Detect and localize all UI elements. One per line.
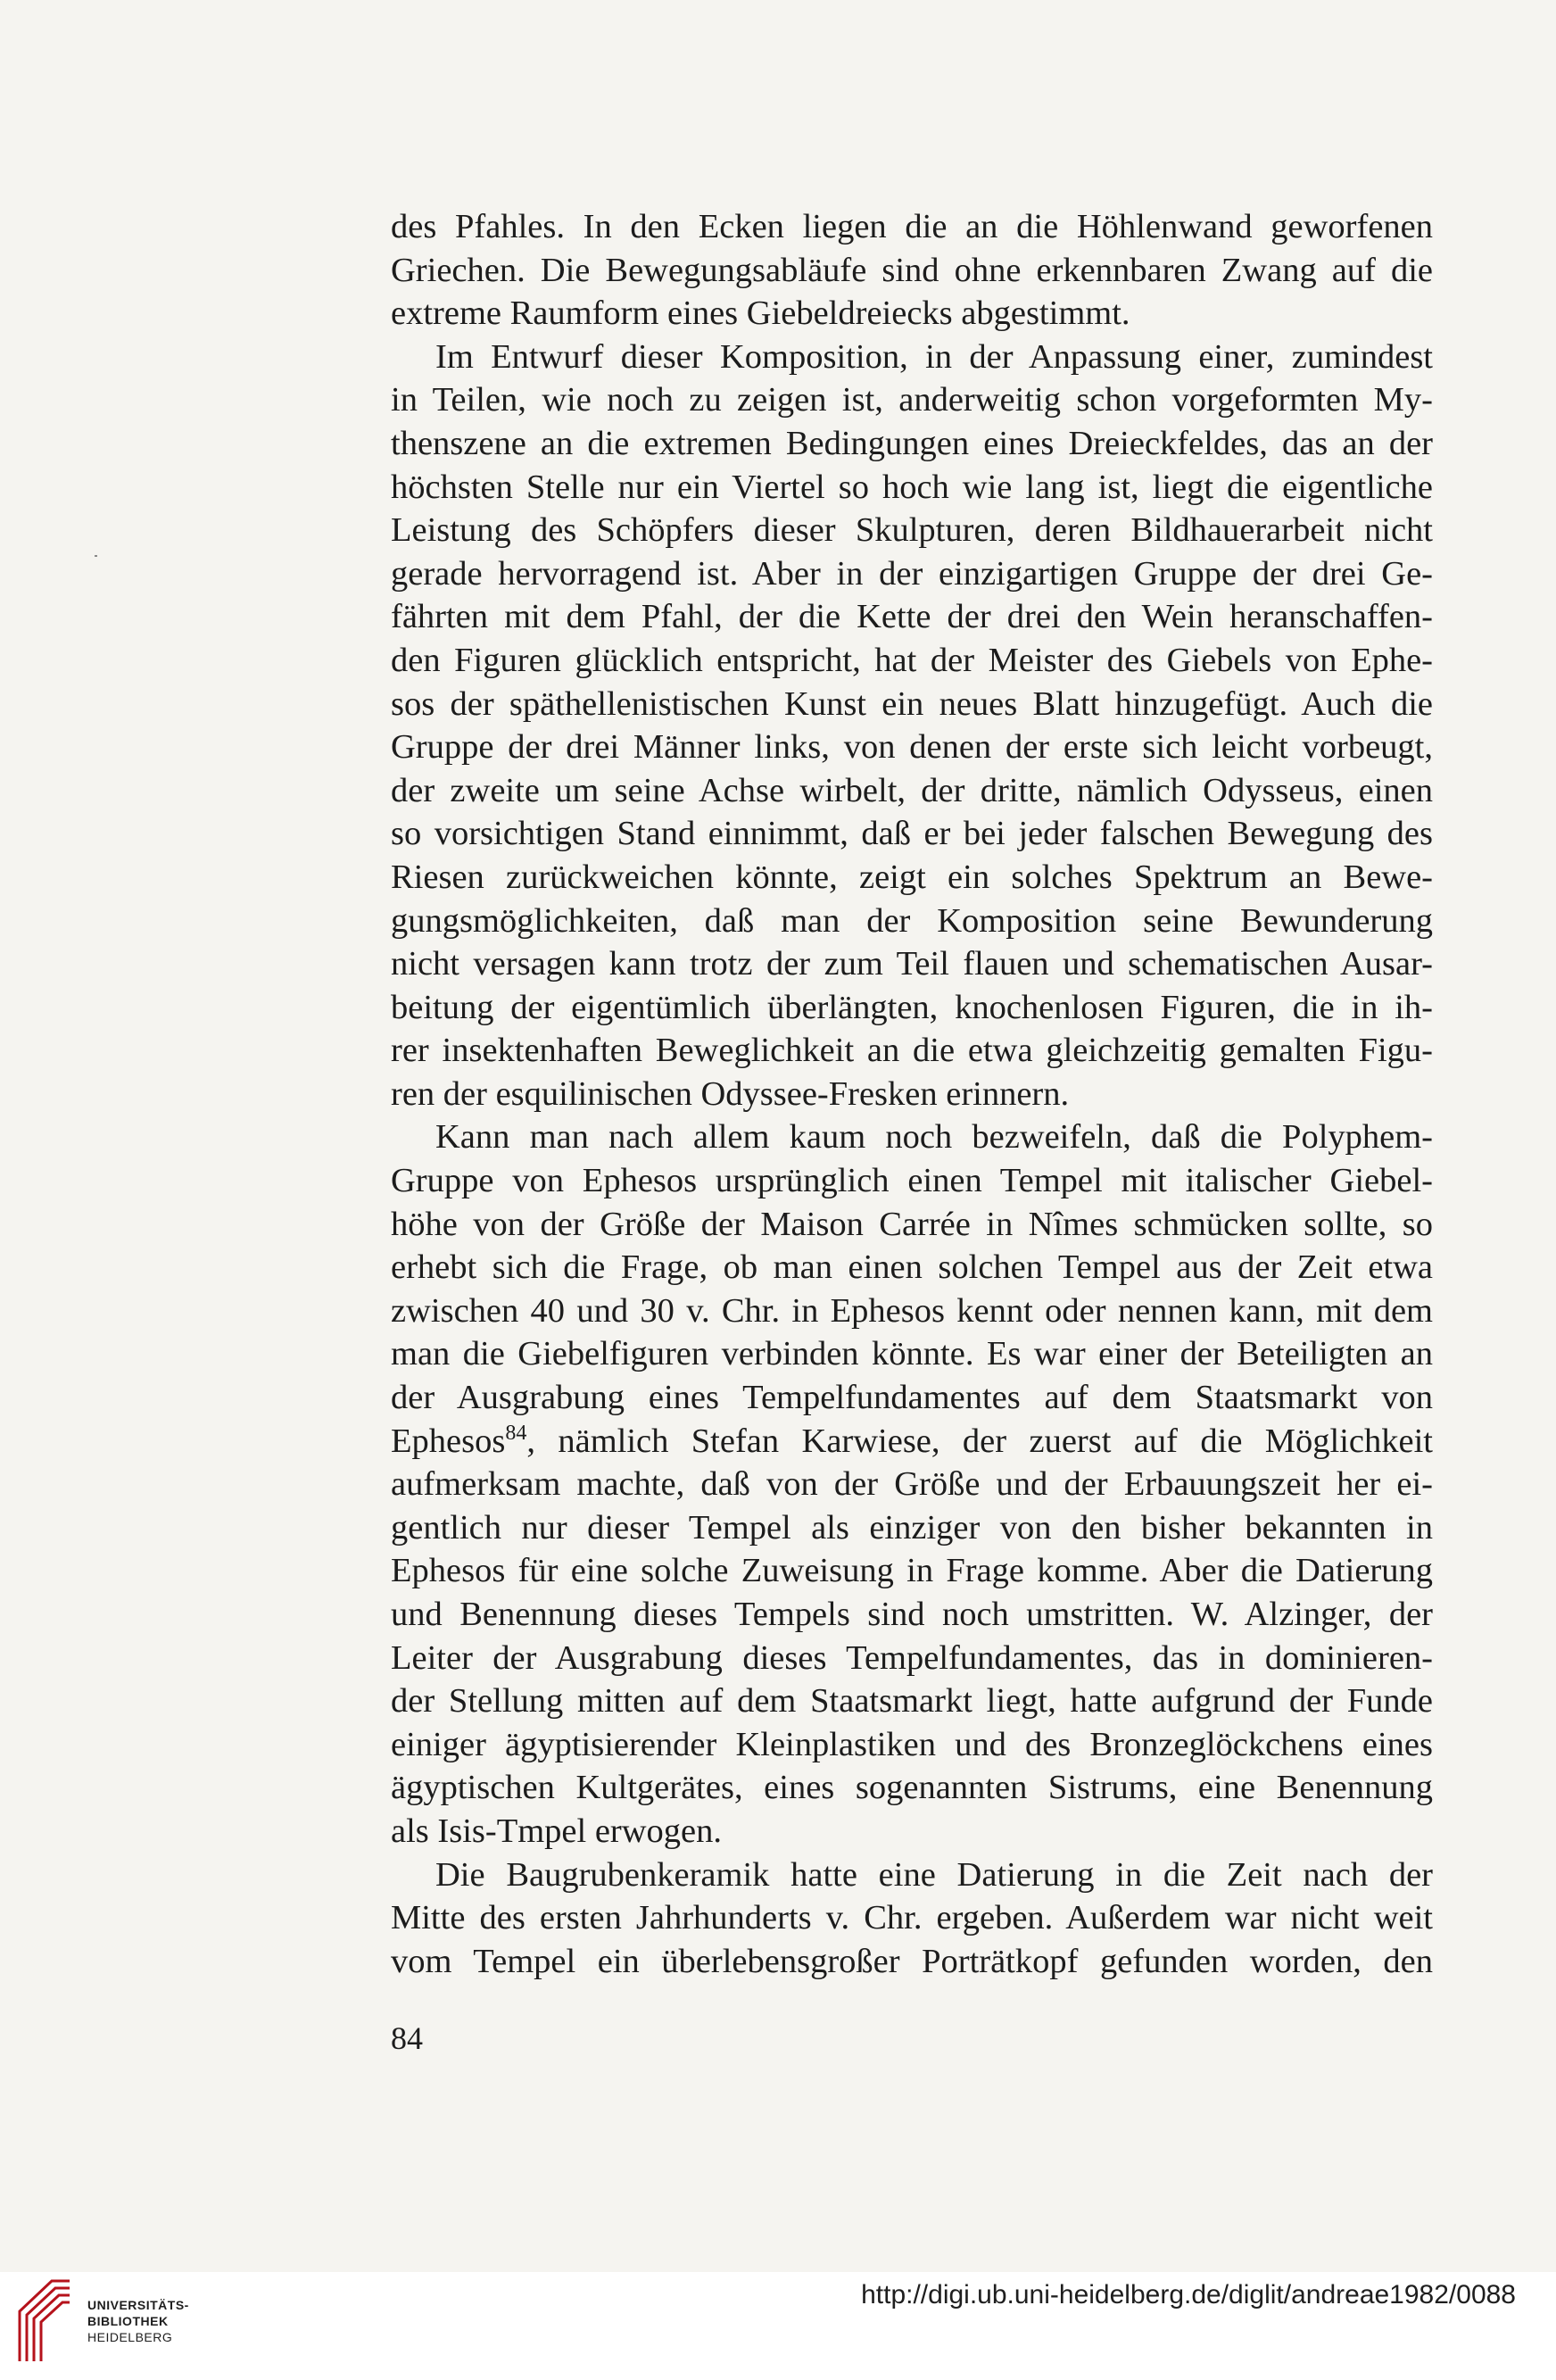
text-line <box>391 552 1433 596</box>
text-line <box>391 1593 1433 1637</box>
library-name-line1: UNIVERSITÄTS- <box>87 2298 189 2312</box>
text-line <box>391 1637 1433 1680</box>
text-line-content: man die Giebelfiguren verbinden könnte. Es war einer der Beteiligten an <box>391 1335 1433 1373</box>
text-line <box>391 769 1433 813</box>
text-line <box>391 1115 1433 1159</box>
text-line-content: der zweite um seine Achse wirbelt, der dritte, nämlich Odysseus, einen <box>391 771 1433 809</box>
text-line <box>391 1549 1433 1593</box>
text-line-content: Gruppe von Ephesos ursprünglich einen Tempel mit italischer Giebel- <box>391 1162 1433 1200</box>
text-line-content: ren der esquilinischen Odyssee-Fresken erinnern. <box>391 1074 1070 1113</box>
text-line-content: der Ausgrabung eines Tempelfundamentes auf dem Staatsmarkt von <box>391 1379 1433 1417</box>
text-line-continuation: , nämlich Stefan Karwiese, der zuerst auf die Möglichkeit <box>526 1422 1433 1460</box>
text-line <box>391 509 1433 552</box>
text-line-content: Griechen. Die Bewegungsabläufe sind ohne erkennbaren Zwang auf die <box>391 251 1433 289</box>
text-line <box>391 336 1433 379</box>
university-library-logo-icon <box>16 2276 73 2365</box>
text-line <box>391 1246 1433 1290</box>
text-line-content: nicht versagen kann trotz der zum Teil flauen und schematischen Ausar- <box>391 945 1433 983</box>
text-line <box>391 1810 1433 1853</box>
text-line <box>391 466 1433 510</box>
text-line <box>391 683 1433 726</box>
text-line-content: Leistung des Schöpfers dieser Skulpturen, deren Bildhauerarbeit nicht <box>391 511 1433 550</box>
text-line <box>391 726 1433 769</box>
library-name-line2: BIBLIOTHEK <box>87 2314 169 2328</box>
text-line <box>391 812 1433 856</box>
text-line <box>391 900 1433 943</box>
text-line-content: extreme Raumform eines Giebeldreiecks abgestimmt. <box>391 294 1130 333</box>
text-line <box>391 1723 1433 1767</box>
text-line <box>391 1853 1433 1897</box>
text-line <box>391 1420 1433 1464</box>
text-line <box>391 205 1433 249</box>
text-line-content: gungsmöglichkeiten, daß man der Komposition seine Bewunderung <box>391 901 1433 940</box>
text-line-content: ägyptischen Kultgerätes, eines sogenannten Sistrums, eine Benennung <box>391 1769 1433 1807</box>
text-line-content: der Stellung mitten auf dem Staatsmarkt liegt, hatte aufgrund der Funde <box>391 1682 1433 1721</box>
text-line <box>391 1679 1433 1723</box>
text-line <box>391 249 1433 293</box>
text-line-content: zwischen 40 und 30 v. Chr. in Ephesos kennt oder nennen kann, mit dem <box>391 1291 1433 1330</box>
library-name <box>87 2297 189 2345</box>
text-line-content: Mitte des ersten Jahrhunderts v. Chr. ergeben. Außerdem war nicht weit <box>391 1899 1433 1937</box>
text-line-content: Ephesos für eine solche Zuweisung in Frage komme. Aber die Datierung <box>391 1552 1433 1590</box>
text-line-content: sos der späthellenistischen Kunst ein neues Blatt hinzugefügt. Auch die <box>391 684 1433 723</box>
text-line-content: Die Baugrubenkeramik hatte eine Datierung in die Zeit nach der <box>435 1855 1433 1894</box>
scan-speck <box>95 555 97 557</box>
text-line <box>391 942 1433 986</box>
text-line <box>391 1940 1433 1984</box>
text-line-content: vom Tempel ein überlebensgroßer Porträtkopf gefunden worden, den <box>391 1942 1433 1980</box>
text-line-content: Kann man nach allem kaum noch bezweifeln, daß die Polyphem- <box>435 1118 1433 1157</box>
text-line <box>391 639 1433 683</box>
text-line-content: gentlich nur dieser Tempel als einziger von den bisher bekannten in <box>391 1508 1433 1547</box>
text-line <box>391 1506 1433 1550</box>
text-line <box>391 1203 1433 1247</box>
text-line <box>391 856 1433 900</box>
text-line <box>391 1332 1433 1376</box>
text-line-content: höhe von der Größe der Maison Carrée in Nîmes schmücken sollte, so <box>391 1205 1433 1243</box>
text-line-content: Riesen zurückweichen könnte, zeigt ein solches Spektrum an Bewe- <box>391 858 1433 896</box>
text-line-content: einiger ägyptisierender Kleinplastiken und des Bronzeglöckchens eines <box>391 1725 1433 1763</box>
text-line-content: des Pfahles. In den Ecken liegen die an die Höhlenwand geworfenen <box>391 208 1433 245</box>
text-line <box>391 1766 1433 1810</box>
text-line-content: in Teilen, wie noch zu zeigen ist, anderweitig schon vorgeformten My- <box>391 381 1433 419</box>
text-line-content: fährten mit dem Pfahl, der die Kette der drei den Wein heranschaffen- <box>391 598 1433 636</box>
footnote-reference: 84 <box>505 1421 527 1445</box>
page-number: 84 <box>391 2020 423 2056</box>
text-line <box>391 1290 1433 1333</box>
text-line-content: den Figuren glücklich entspricht, hat der Meister des Giebels von Ephe- <box>391 641 1433 679</box>
text-line-content: Ephesos <box>391 1422 506 1460</box>
text-line-content: höchsten Stelle nur ein Viertel so hoch wie lang ist, liegt die eigentliche <box>391 468 1433 506</box>
text-line-content: Im Entwurf dieser Komposition, in der Anpassung einer, zumindest <box>435 337 1433 376</box>
text-line <box>391 1463 1433 1506</box>
text-line <box>391 1376 1433 1420</box>
text-line-content: Leiter der Ausgrabung dieses Tempelfundamentes, das in dominieren- <box>391 1638 1433 1677</box>
library-name-line3: HEIDELBERG <box>87 2330 173 2344</box>
text-line-content: aufmerksam machte, daß von der Größe und der Erbauungszeit her ei- <box>391 1465 1433 1504</box>
text-line-content: beitung der eigentümlich überlängten, knochenlosen Figuren, die in ih- <box>391 988 1433 1026</box>
text-line <box>391 422 1433 466</box>
text-line-content: so vorsichtigen Stand einnimmt, daß er bei jeder falschen Bewegung des <box>391 815 1433 853</box>
permalink-url[interactable]: http://digi.ub.uni-heidelberg.de/diglit/andreae1982/0088 <box>861 2280 1516 2310</box>
body-text <box>391 205 1433 1983</box>
text-line <box>391 1029 1433 1073</box>
text-line <box>391 1159 1433 1203</box>
text-line-content: als Isis-Tmpel erwogen. <box>391 1812 722 1850</box>
text-line <box>391 986 1433 1030</box>
text-line-content: gerade hervorragend ist. Aber in der einzigartigen Gruppe der drei Ge- <box>391 554 1433 593</box>
text-line <box>391 1073 1433 1116</box>
text-line-content: thenszene an die extremen Bedingungen eines Dreieckfeldes, das an der <box>391 424 1433 462</box>
text-line <box>391 1896 1433 1940</box>
text-line <box>391 595 1433 639</box>
text-line-content: erhebt sich die Frage, ob man einen solchen Tempel aus der Zeit etwa <box>391 1248 1433 1287</box>
text-line <box>391 292 1433 336</box>
text-line <box>391 378 1433 422</box>
text-line-content: Gruppe der drei Männer links, von denen der erste sich leicht vorbeugt, <box>391 728 1433 767</box>
text-line-content: und Benennung dieses Tempels sind noch umstritten. W. Alzinger, der <box>391 1596 1433 1633</box>
text-line-content: rer insektenhaften Beweglichkeit an die etwa gleichzeitig gemalten Figu- <box>391 1032 1433 1070</box>
